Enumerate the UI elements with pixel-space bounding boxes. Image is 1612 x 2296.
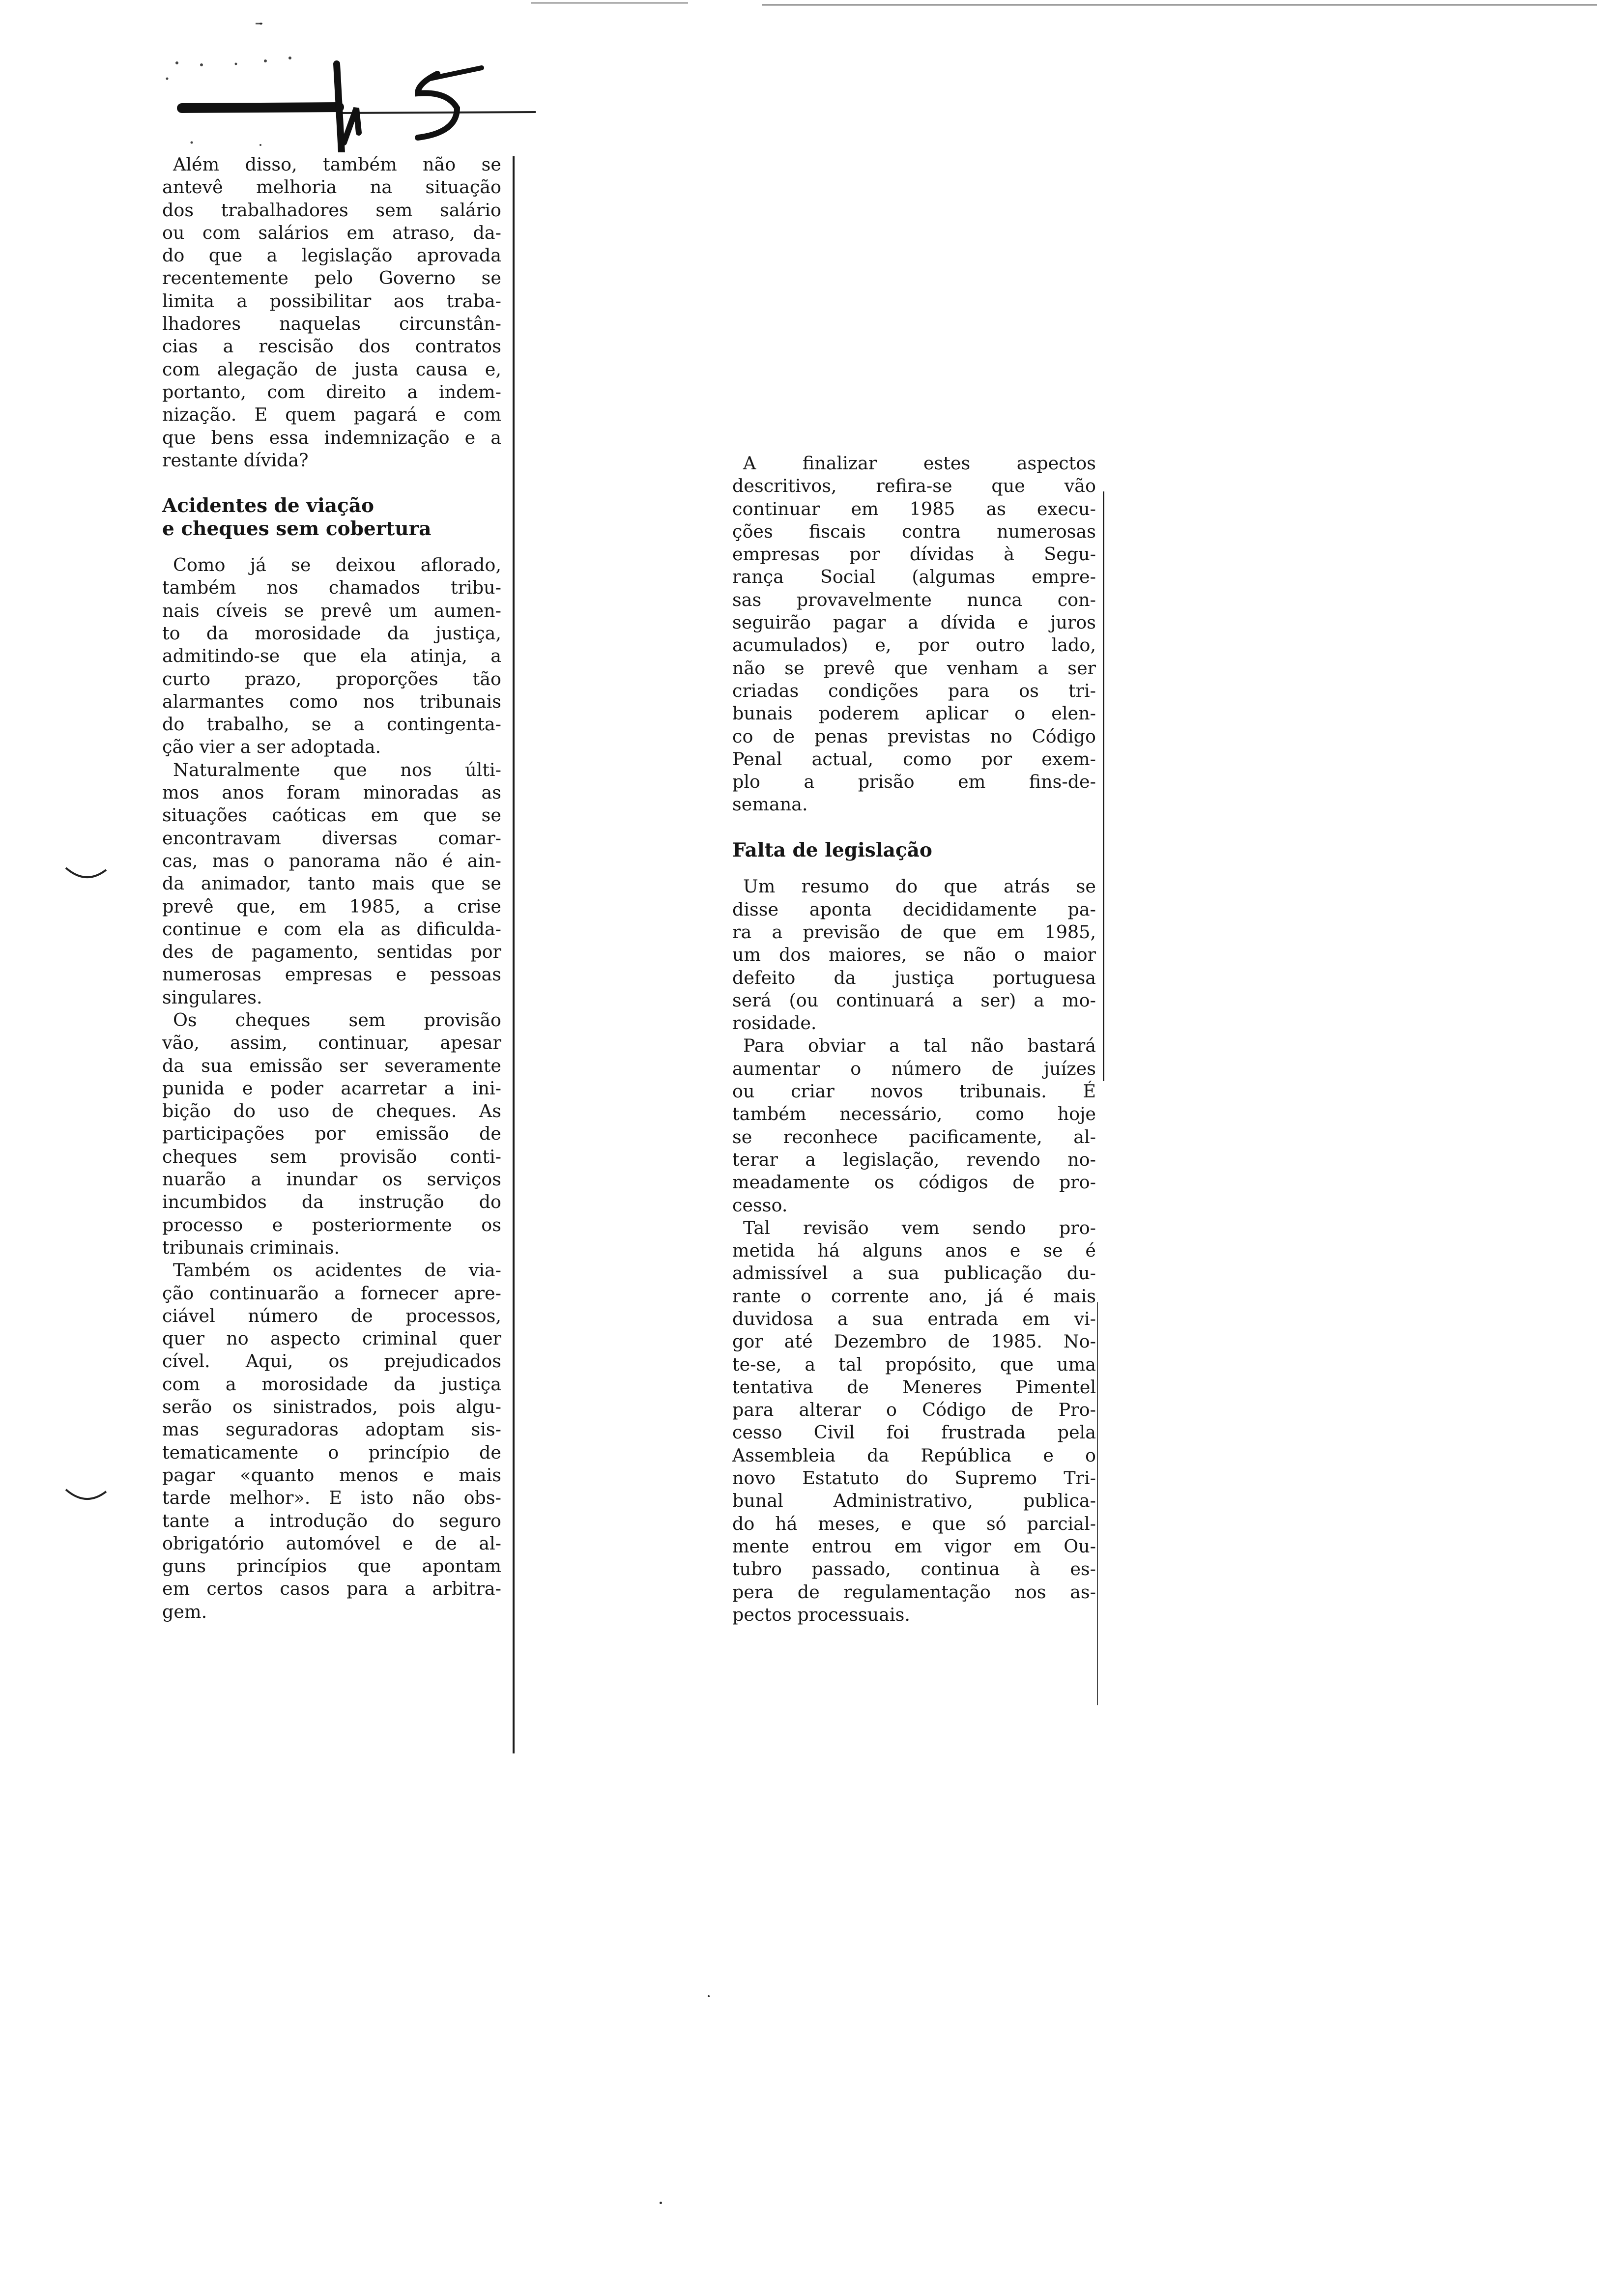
text-line: curto prazo, proporções tão bbox=[162, 668, 501, 689]
text-line: processo e posteriormente os bbox=[162, 1214, 501, 1235]
text-line: bunais poderem aplicar o elen- bbox=[732, 703, 1096, 724]
text-line: tribunais criminais. bbox=[162, 1236, 340, 1258]
punch-hole-arc-icon bbox=[64, 1487, 108, 1506]
text-line: restante dívida? bbox=[162, 449, 309, 471]
text-line: participações por emissão de bbox=[162, 1123, 501, 1145]
text-line: Além disso, também não se bbox=[173, 154, 501, 175]
section-heading-acidentes bbox=[162, 494, 501, 540]
text-line: acumulados) e, por outro lado, bbox=[732, 634, 1096, 656]
text-line: não se prevê que venham a ser bbox=[732, 657, 1096, 679]
scan-edge-lines bbox=[0, 0, 1612, 29]
text-line: Penal actual, como por exem- bbox=[732, 748, 1096, 770]
text-line: tante a introdução do seguro bbox=[162, 1510, 501, 1531]
text-line: quer no aspecto criminal quer bbox=[162, 1328, 501, 1349]
text-line: singulares. bbox=[162, 986, 262, 1008]
text-line: des de pagamento, sentidas por bbox=[162, 941, 501, 963]
text-line: pera de regulamentação nos as- bbox=[732, 1581, 1096, 1603]
text-line: semana. bbox=[732, 794, 808, 815]
text-line: situações caóticas em que se bbox=[162, 804, 501, 826]
text-line: bunal Administrativo, publica- bbox=[732, 1490, 1096, 1512]
text-line: portanto, com direito a indem- bbox=[162, 381, 501, 402]
text-line: cias a rescisão dos contratos bbox=[162, 336, 501, 357]
text-line: empresas por dívidas à Segu- bbox=[732, 544, 1096, 565]
text-line: ou criar novos tribunais. É bbox=[732, 1081, 1096, 1102]
text-line: Para obviar a tal não bastará bbox=[743, 1035, 1096, 1057]
text-line: continue e com ela as dificulda- bbox=[162, 918, 501, 940]
text-line: admissível a sua publicação du- bbox=[732, 1263, 1096, 1284]
text-line: do trabalho, se a contingenta- bbox=[162, 714, 501, 735]
text-line: que bens essa indemnização e a bbox=[162, 427, 501, 448]
text-line: do há meses, e que só parcial- bbox=[732, 1513, 1096, 1534]
text-line: Um resumo do que atrás se bbox=[743, 876, 1096, 897]
text-line: serão os sinistrados, pois algu- bbox=[162, 1396, 501, 1418]
text-line: to da morosidade da justiça, bbox=[162, 622, 501, 644]
punch-hole-arc-icon bbox=[64, 865, 108, 885]
text-line: um dos maiores, se não o maior bbox=[732, 944, 1096, 966]
text-line: se reconhece pacificamente, al- bbox=[732, 1126, 1096, 1148]
left-intro-paragraph bbox=[162, 153, 501, 472]
text-line: para alterar o Código de Pro- bbox=[732, 1399, 1096, 1421]
text-line: ciável número de processos, bbox=[162, 1305, 501, 1326]
text-line: limita a possibilitar aos traba- bbox=[162, 290, 501, 312]
text-line: cheques sem provisão conti- bbox=[162, 1146, 501, 1167]
text-line: tematicamente o princípio de bbox=[162, 1441, 501, 1463]
text-line: mos anos foram minoradas as bbox=[162, 782, 501, 804]
text-line: numerosas empresas e pessoas bbox=[162, 964, 501, 985]
text-line: encontravam diversas comar- bbox=[162, 827, 501, 849]
heading-line: Acidentes de viação bbox=[162, 494, 374, 517]
text-line: tubro passado, continua à es- bbox=[732, 1558, 1096, 1580]
text-line: Assembleia da República e o bbox=[732, 1444, 1096, 1466]
text-line: dos trabalhadores sem salário bbox=[162, 199, 501, 221]
text-line: também necessário, como hoje bbox=[732, 1103, 1096, 1125]
text-line: cesso. bbox=[732, 1194, 788, 1216]
text-line: nização. E quem pagará e com bbox=[162, 404, 501, 426]
left-article-column bbox=[162, 153, 501, 1623]
text-line: vão, assim, continuar, apesar bbox=[162, 1032, 501, 1054]
left-column-rule bbox=[513, 156, 515, 1753]
text-line: cas, mas o panorama não é ain- bbox=[162, 850, 501, 871]
text-line: plo a prisão em fins-de- bbox=[732, 771, 1096, 793]
handwritten-page-mark-icon bbox=[162, 54, 536, 152]
text-line: Naturalmente que nos últi- bbox=[173, 759, 501, 780]
text-line: será (ou continuará a ser) a mo- bbox=[732, 989, 1096, 1011]
text-line: admitindo-se que ela atinja, a bbox=[162, 645, 501, 667]
text-line: sas provavelmente nunca con- bbox=[732, 589, 1096, 610]
text-line: cesso Civil foi frustrada pela bbox=[732, 1422, 1096, 1443]
text-line: gor até Dezembro de 1985. No- bbox=[732, 1331, 1096, 1352]
right-section-body bbox=[732, 875, 1096, 1626]
text-line: A finalizar estes aspectos bbox=[743, 453, 1096, 474]
text-line: bição do uso de cheques. As bbox=[162, 1100, 501, 1122]
right-article-column bbox=[732, 452, 1096, 1626]
text-line: disse aponta decididamente pa- bbox=[732, 898, 1096, 920]
text-line: seguirão pagar a dívida e juros bbox=[732, 612, 1096, 633]
text-line: continuar em 1985 as execu- bbox=[732, 498, 1096, 519]
text-line: ções fiscais contra numerosas bbox=[732, 520, 1096, 542]
text-line: prevê que, em 1985, a crise bbox=[162, 895, 501, 917]
text-line: cível. Aqui, os prejudicados bbox=[162, 1350, 501, 1372]
scan-speck bbox=[259, 23, 262, 25]
text-line: da sua emissão ser severamente bbox=[162, 1055, 501, 1076]
text-line: da animador, tanto mais que se bbox=[162, 873, 501, 894]
text-line: tentativa de Meneres Pimentel bbox=[732, 1376, 1096, 1398]
text-line: pectos processuais. bbox=[732, 1604, 910, 1625]
text-line: mente entrou em vigor em Ou- bbox=[732, 1535, 1096, 1557]
text-line: descritivos, refira-se que vão bbox=[732, 475, 1096, 497]
text-line: rante o corrente ano, já é mais bbox=[732, 1285, 1096, 1307]
text-line: incumbidos da instrução do bbox=[162, 1191, 501, 1213]
text-line: meadamente os códigos de pro- bbox=[732, 1172, 1096, 1193]
text-line: lhadores naquelas circunstân- bbox=[162, 313, 501, 335]
text-line: Também os acidentes de via- bbox=[173, 1260, 501, 1281]
right-column-rule bbox=[1103, 491, 1104, 1081]
left-section-body bbox=[162, 554, 501, 1623]
text-line: alarmantes como nos tribunais bbox=[162, 690, 501, 712]
text-line: mas seguradoras adoptam sis- bbox=[162, 1419, 501, 1440]
text-line: rosidade. bbox=[732, 1012, 817, 1034]
text-line: ou com salários em atraso, da- bbox=[162, 222, 501, 243]
text-line: Tal revisão vem sendo pro- bbox=[743, 1217, 1096, 1238]
text-line: terar a legislação, revendo no- bbox=[732, 1148, 1096, 1170]
text-line: guns princípios que apontam bbox=[162, 1555, 501, 1577]
text-line: ção continuarão a fornecer apre- bbox=[162, 1282, 501, 1304]
right-column-rule-lower bbox=[1097, 1302, 1098, 1705]
text-line: com alegação de justa causa e, bbox=[162, 358, 501, 380]
text-line: tarde melhor». E isto não obs- bbox=[162, 1487, 501, 1509]
scan-speck bbox=[660, 2202, 662, 2204]
text-line: Como já se deixou aflorado, bbox=[173, 554, 501, 576]
text-line: criadas condições para os tri- bbox=[732, 680, 1096, 701]
text-line: antevê melhoria na situação bbox=[162, 176, 501, 198]
text-line: novo Estatuto do Supremo Tri- bbox=[732, 1467, 1096, 1489]
text-line: recentemente pelo Governo se bbox=[162, 267, 501, 289]
text-line: do que a legislação aprovada bbox=[162, 245, 501, 266]
right-intro-paragraph bbox=[732, 452, 1096, 816]
text-line: aumentar o número de juízes bbox=[732, 1058, 1096, 1079]
text-line: ção vier a ser adoptada. bbox=[162, 736, 381, 758]
text-line: te-se, a tal propósito, que uma bbox=[732, 1353, 1096, 1375]
text-line: Os cheques sem provisão bbox=[173, 1009, 501, 1031]
section-heading-falta-legislacao: Falta de legislação bbox=[732, 839, 932, 862]
scan-speck bbox=[708, 1995, 710, 1997]
text-line: pagar «quanto menos e mais bbox=[162, 1464, 501, 1486]
heading-line: e cheques sem cobertura bbox=[162, 517, 432, 540]
text-line: nais cíveis se prevê um aumen- bbox=[162, 600, 501, 621]
text-line: também nos chamados tribu- bbox=[162, 577, 501, 599]
text-line: com a morosidade da justiça bbox=[162, 1373, 501, 1395]
text-line: ra a previsão de que em 1985, bbox=[732, 921, 1096, 943]
text-line: duvidosa a sua entrada em vi- bbox=[732, 1308, 1096, 1329]
text-line: em certos casos para a arbitra- bbox=[162, 1578, 501, 1600]
text-line: gem. bbox=[162, 1601, 207, 1622]
text-line: obrigatório automóvel e de al- bbox=[162, 1532, 501, 1554]
text-line: rança Social (algumas empre- bbox=[732, 566, 1096, 588]
text-line: defeito da justiça portuguesa bbox=[732, 967, 1096, 988]
text-line: metida há alguns anos e se é bbox=[732, 1240, 1096, 1262]
text-line: punida e poder acarretar a ini- bbox=[162, 1077, 501, 1099]
text-line: co de penas previstas no Código bbox=[732, 725, 1096, 747]
text-line: nuarão a inundar os serviços bbox=[162, 1169, 501, 1190]
